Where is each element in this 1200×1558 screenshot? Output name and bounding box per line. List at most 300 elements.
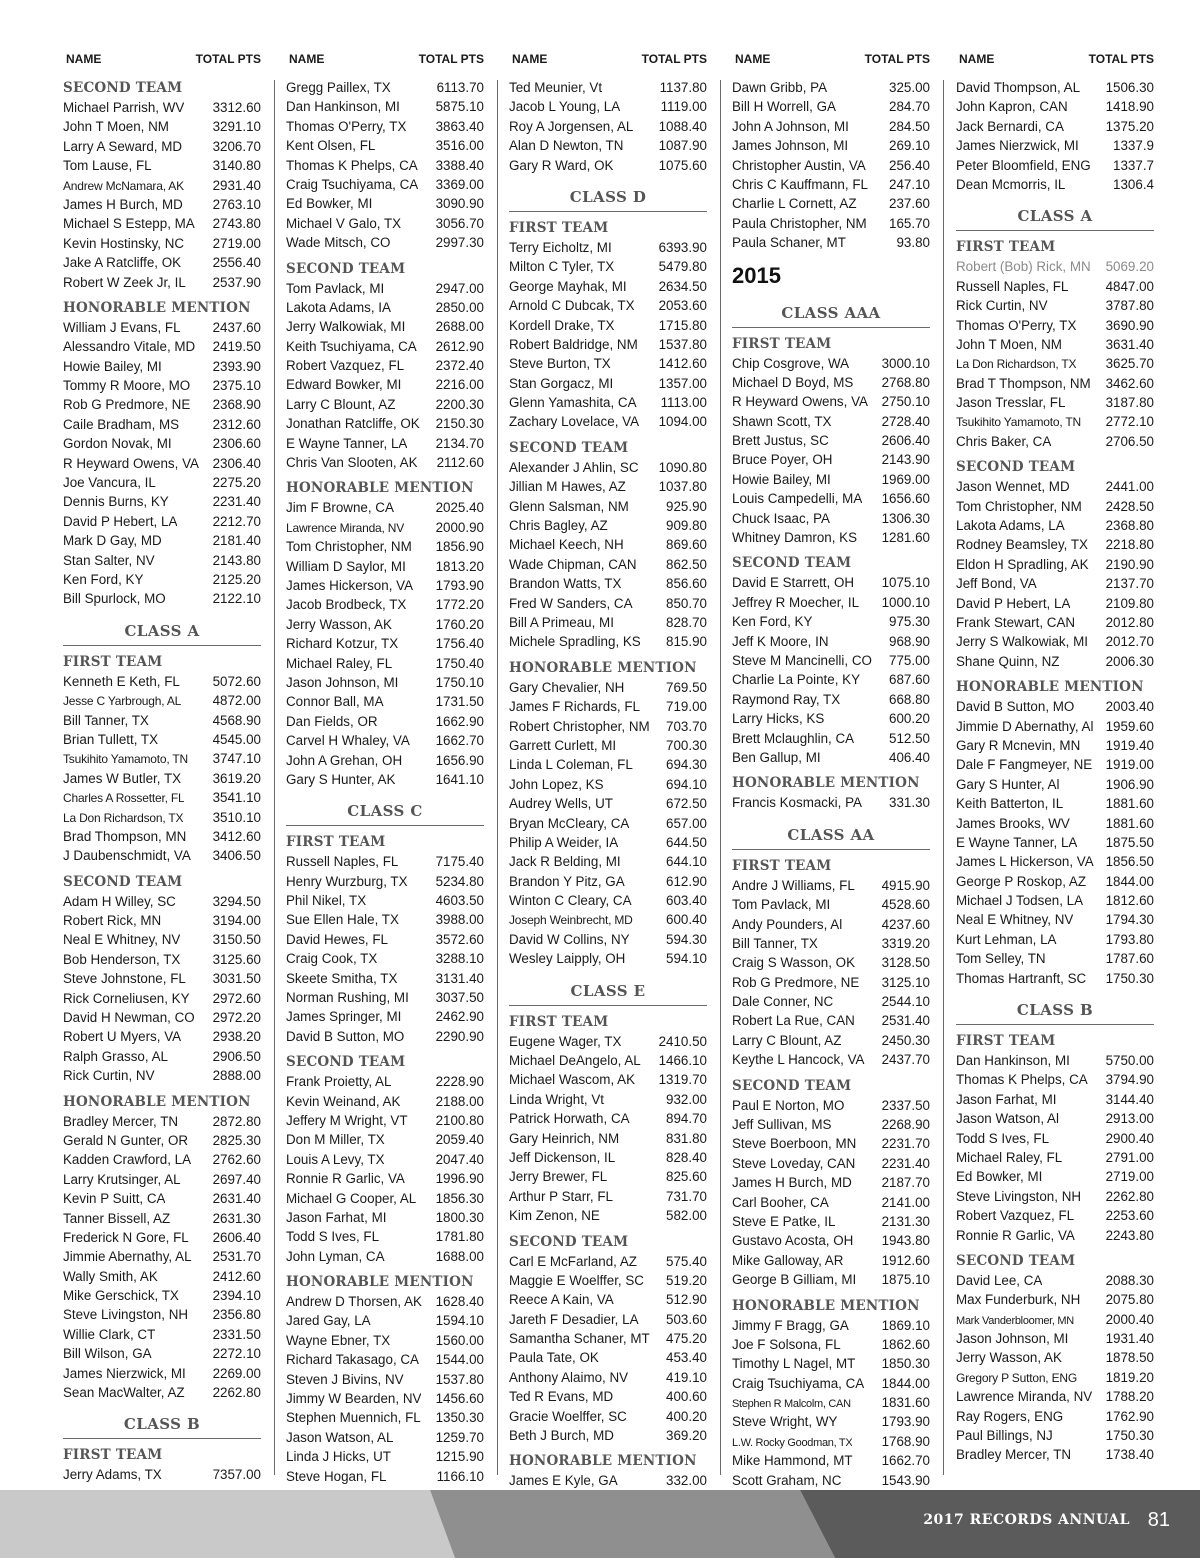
entry-row xyxy=(509,316,707,335)
competitor-name: Steve M Mancinelli, CO xyxy=(732,652,872,668)
entry-row xyxy=(63,214,261,233)
entry-row xyxy=(732,729,930,748)
total-points: 1813.20 xyxy=(435,558,484,574)
total-points: 1781.80 xyxy=(435,1229,484,1245)
entry-row xyxy=(956,277,1154,296)
ranking-list xyxy=(286,78,484,1486)
total-points: 3288.10 xyxy=(435,951,484,967)
competitor-name: Maggie E Woelffer, SC xyxy=(509,1272,644,1288)
competitor-name: Jerry S Walkowiak, MI xyxy=(956,634,1088,650)
total-points: 2290.90 xyxy=(435,1028,484,1044)
competitor-name: Russell Naples, FL xyxy=(286,854,399,870)
total-points: 1772.20 xyxy=(435,597,484,613)
name-header: NAME xyxy=(512,52,548,66)
competitor-name: Wade Mitsch, CO xyxy=(286,235,391,251)
competitor-name: Kent Olsen, FL xyxy=(286,138,376,154)
competitor-name: Gregg Paillex, TX xyxy=(286,80,391,95)
total-points: 1881.60 xyxy=(1105,796,1154,812)
entry-row xyxy=(286,1331,484,1350)
total-points: 1959.60 xyxy=(1105,718,1154,734)
entry-row xyxy=(63,769,261,788)
entry-row xyxy=(63,492,261,511)
entry-row xyxy=(63,730,261,749)
entry-row xyxy=(509,814,707,833)
competitor-name: George Mayhak, MI xyxy=(509,278,627,294)
competitor-name: Jimmie Abernathy, AL xyxy=(63,1249,192,1265)
competitor-name: Jim F Browne, CA xyxy=(286,500,394,516)
total-points: 2913.00 xyxy=(1105,1111,1154,1127)
column-divider xyxy=(720,80,721,1475)
total-points: 825.60 xyxy=(666,1169,707,1185)
entry-row xyxy=(509,1187,707,1206)
competitor-name: Louis A Levy, TX xyxy=(286,1151,385,1167)
entry-row xyxy=(956,891,1154,910)
competitor-name: Terry Eicholtz, MI xyxy=(509,239,612,255)
competitor-name: Audrey Wells, UT xyxy=(509,796,613,812)
entry-row xyxy=(509,1090,707,1109)
competitor-name: Carl E McFarland, AZ xyxy=(509,1253,637,1269)
total-points: 1350.30 xyxy=(435,1410,484,1426)
entry-row xyxy=(956,354,1154,373)
entry-row xyxy=(63,318,261,337)
entry-row xyxy=(509,1271,707,1290)
total-points: 2218.80 xyxy=(1105,537,1154,553)
entry-row xyxy=(956,257,1154,276)
entry-row xyxy=(732,748,930,767)
entry-row xyxy=(732,1096,930,1115)
entry-row xyxy=(286,1350,484,1369)
total-points: 1166.10 xyxy=(436,1468,484,1484)
competitor-name: Ronnie R Garlic, VA xyxy=(956,1227,1075,1243)
section-heading: SECOND TEAM xyxy=(509,439,629,456)
entry-row xyxy=(509,717,707,736)
competitor-name: La Don Richardson, TX xyxy=(956,357,1077,372)
competitor-name: Paula Schaner, MT xyxy=(732,235,846,251)
column-4 xyxy=(732,50,930,1490)
entry-row xyxy=(63,1383,261,1402)
entry-row xyxy=(509,458,707,477)
entry-row xyxy=(732,78,930,97)
entry-row xyxy=(286,595,484,614)
section-heading: FIRST TEAM xyxy=(956,1033,1056,1050)
competitor-name: Alan D Newton, TN xyxy=(509,138,624,154)
competitor-name: Jason Wennet, MD xyxy=(956,479,1070,495)
total-points: 1375.20 xyxy=(1105,118,1154,134)
entry-row xyxy=(956,613,1154,632)
total-points: 2141.00 xyxy=(881,1194,930,1210)
entry-row xyxy=(63,711,261,730)
total-points: 1756.40 xyxy=(435,636,484,652)
total-points: 2228.90 xyxy=(435,1074,484,1090)
total-points: 1357.00 xyxy=(658,375,707,391)
competitor-name: Jerry Brewer, FL xyxy=(509,1169,608,1185)
section-heading: HONORABLE MENTION xyxy=(509,659,697,676)
entry-row xyxy=(63,253,261,272)
ranking-list xyxy=(63,78,261,1485)
competitor-name: Anthony Alaimo, NV xyxy=(509,1369,629,1385)
total-points: 369.20 xyxy=(666,1428,707,1444)
competitor-name: Jesse C Yarbrough, AL xyxy=(63,694,182,709)
section-heading: FIRST TEAM xyxy=(63,653,163,670)
entry-row xyxy=(286,175,484,194)
entry-row xyxy=(956,1051,1154,1070)
competitor-name: Craig Tsuchiyama, CA xyxy=(732,1375,865,1391)
competitor-name: Jerry Wasson, AK xyxy=(956,1350,1062,1366)
total-points: 237.60 xyxy=(889,196,930,212)
entry-row xyxy=(509,516,707,535)
competitor-name: Jeffery M Wright, VT xyxy=(286,1112,408,1128)
total-points: 2743.80 xyxy=(212,216,261,232)
class-heading: CLASS D xyxy=(509,185,707,212)
entry-row xyxy=(732,1451,930,1470)
competitor-name: Mark Vanderbloomer, MN xyxy=(956,1314,1074,1327)
section-heading: FIRST TEAM xyxy=(63,1447,163,1464)
competitor-name: Linda L Coleman, FL xyxy=(509,757,633,773)
entry-row xyxy=(956,1206,1154,1225)
competitor-name: Kevin Hostinsky, NC xyxy=(63,235,185,251)
entry-row xyxy=(63,1267,261,1286)
total-points: 2606.40 xyxy=(881,433,930,449)
competitor-name: Steve Livingston, NH xyxy=(956,1188,1082,1204)
name-header: NAME xyxy=(959,52,995,66)
entry-row xyxy=(63,827,261,846)
entry-row xyxy=(509,1310,707,1329)
total-points: 1337.7 xyxy=(1113,157,1154,173)
competitor-name: Dale F Fangmeyer, NE xyxy=(956,757,1093,773)
competitor-name: Joe Vancura, IL xyxy=(63,475,156,491)
total-points: 2631.30 xyxy=(212,1210,261,1226)
competitor-name: Brian Tullett, TX xyxy=(63,731,159,747)
total-points: 4847.00 xyxy=(1105,278,1154,294)
competitor-name: Kevin P Suitt, CA xyxy=(63,1191,166,1207)
entry-row xyxy=(732,1173,930,1192)
entry-row xyxy=(63,808,261,827)
competitor-name: William D Saylor, MI xyxy=(286,558,406,574)
total-points: 2100.80 xyxy=(435,1112,484,1128)
competitor-name: Howie Bailey, MI xyxy=(63,358,162,374)
entry-row xyxy=(732,1193,930,1212)
competitor-name: Paul E Norton, MO xyxy=(732,1097,845,1113)
entry-row xyxy=(732,354,930,373)
total-points: 932.00 xyxy=(666,1091,707,1107)
competitor-name: Max Funderburk, NH xyxy=(956,1292,1081,1308)
section-heading: HONORABLE MENTION xyxy=(63,1093,251,1110)
total-points: 5069.20 xyxy=(1105,259,1154,275)
page-footer xyxy=(0,1490,1200,1558)
total-points: 7175.40 xyxy=(435,854,484,870)
entry-row xyxy=(63,570,261,589)
total-points: 1094.00 xyxy=(658,414,707,430)
entry-row xyxy=(286,453,484,472)
total-points: 400.20 xyxy=(666,1408,707,1424)
competitor-name: Robert Vazquez, FL xyxy=(286,358,405,374)
competitor-name: Gustavo Acosta, OH xyxy=(732,1233,854,1249)
total-points: 2394.10 xyxy=(212,1288,261,1304)
competitor-name: Thomas O'Perry, TX xyxy=(956,317,1077,333)
competitor-name: Ted R Evans, MD xyxy=(509,1389,614,1405)
total-points: 731.70 xyxy=(666,1188,707,1204)
competitor-name: Bill Tanner, TX xyxy=(63,712,149,728)
competitor-name: Timothy L Nagel, MT xyxy=(732,1356,856,1372)
total-points: 2531.40 xyxy=(881,1013,930,1029)
entry-row xyxy=(732,175,930,194)
entry-row xyxy=(732,373,930,392)
entry-row xyxy=(286,414,484,433)
total-points: 1662.70 xyxy=(881,1453,930,1469)
competitor-name: James H Burch, MD xyxy=(732,1175,852,1191)
competitor-name: John T Moen, NM xyxy=(63,119,169,135)
total-points: 1844.00 xyxy=(1105,873,1154,889)
competitor-name: Jimmy W Bearden, NV xyxy=(286,1391,422,1407)
total-points: 519.20 xyxy=(666,1272,707,1288)
competitor-name: Stephen Muennich, FL xyxy=(286,1410,421,1426)
entry-row xyxy=(286,969,484,988)
section-heading: FIRST TEAM xyxy=(286,834,386,851)
entry-row xyxy=(286,930,484,949)
total-points: 3128.50 xyxy=(881,955,930,971)
entry-row xyxy=(732,1393,930,1412)
competitor-name: John Lopez, KS xyxy=(509,776,604,792)
total-points: 869.60 xyxy=(666,537,707,553)
column-divider xyxy=(943,80,944,1475)
total-points: 1306.30 xyxy=(881,510,930,526)
entry-row xyxy=(956,1290,1154,1309)
entry-row xyxy=(956,717,1154,736)
class-heading: CLASS C xyxy=(286,799,484,826)
total-points: 909.80 xyxy=(666,518,707,534)
class-heading: CLASS E xyxy=(509,979,707,1006)
entry-row xyxy=(286,692,484,711)
competitor-name: Samantha Schaner, MT xyxy=(509,1331,650,1347)
competitor-name: Philip A Weider, IA xyxy=(509,834,619,850)
total-points: 4545.00 xyxy=(212,731,261,747)
entry-row xyxy=(286,1311,484,1330)
competitor-name: Jerry Adams, TX xyxy=(63,1467,162,1483)
year-heading: 2015 xyxy=(732,262,781,288)
total-points: 968.90 xyxy=(889,633,930,649)
competitor-name: Kevin Weinand, AK xyxy=(286,1093,401,1109)
entry-row xyxy=(63,434,261,453)
total-points: 2312.60 xyxy=(212,416,261,432)
competitor-name: Chris C Kauffmann, FL xyxy=(732,176,868,192)
entry-row xyxy=(509,1109,707,1128)
competitor-name: Jason Tresslar, FL xyxy=(956,395,1066,411)
entry-row xyxy=(732,651,930,670)
total-points: 2000.40 xyxy=(1105,1311,1154,1327)
total-points: 2187.70 xyxy=(881,1175,930,1191)
competitor-name: Eugene Wager, TX xyxy=(509,1033,622,1049)
total-points: 3125.10 xyxy=(881,974,930,990)
total-points: 5750.00 xyxy=(1105,1053,1154,1069)
total-points: 3690.90 xyxy=(1105,317,1154,333)
competitor-name: Edward Bowker, MI xyxy=(286,377,402,393)
entry-row xyxy=(286,751,484,770)
competitor-name: Jimmy F Bragg, GA xyxy=(732,1317,849,1333)
total-points: 1466.10 xyxy=(658,1053,707,1069)
competitor-name: Robert Baldridge, NM xyxy=(509,336,638,352)
competitor-name: Willie Clark, CT xyxy=(63,1326,156,1342)
entry-row xyxy=(732,709,930,728)
competitor-name: James F Richards, FL xyxy=(509,699,640,715)
total-points: 1819.20 xyxy=(1105,1369,1154,1385)
total-points: 644.50 xyxy=(666,834,707,850)
competitor-name: Bill Wilson, GA xyxy=(63,1346,152,1362)
competitor-name: Stan Gorgacz, MI xyxy=(509,375,614,391)
competitor-name: Charles A Rossetter, FL xyxy=(63,791,185,806)
entry-row xyxy=(509,535,707,554)
total-points: 2428.50 xyxy=(1105,498,1154,514)
total-points: 2947.00 xyxy=(435,280,484,296)
total-points: 3319.20 xyxy=(881,935,930,951)
total-points: 1793.80 xyxy=(1105,931,1154,947)
total-points: 815.90 xyxy=(666,634,707,650)
entry-row xyxy=(509,1290,707,1309)
entry-row xyxy=(63,98,261,117)
competitor-name: James Springer, MI xyxy=(286,1009,402,1025)
entry-row xyxy=(732,793,930,812)
total-points: 694.30 xyxy=(666,757,707,773)
entry-row xyxy=(732,915,930,934)
competitor-name: Andrew D Thorsen, AK xyxy=(286,1294,422,1310)
total-points: 1844.00 xyxy=(881,1375,930,1391)
entry-row xyxy=(509,136,707,155)
entry-row xyxy=(63,1008,261,1027)
total-points: 3412.60 xyxy=(212,828,261,844)
competitor-name: Larry Hicks, KS xyxy=(732,711,825,727)
total-points: 2462.90 xyxy=(435,1009,484,1025)
total-points: 2212.70 xyxy=(212,513,261,529)
entry-row xyxy=(63,357,261,376)
total-points: 1856.30 xyxy=(435,1190,484,1206)
total-points: 2275.20 xyxy=(212,475,261,491)
competitor-name: Lakota Adams, IA xyxy=(286,299,391,315)
entry-row xyxy=(286,872,484,891)
competitor-name: Brad T Thompson, NM xyxy=(956,375,1091,391)
total-points: 2441.00 xyxy=(1105,479,1154,495)
entry-row xyxy=(956,296,1154,315)
competitor-name: Bill H Worrell, GA xyxy=(732,99,836,115)
competitor-name: David P Hebert, LA xyxy=(956,595,1071,611)
competitor-name: Rodney Beamsley, TX xyxy=(956,537,1088,553)
total-points: 1787.60 xyxy=(1105,951,1154,967)
entry-row xyxy=(286,1169,484,1188)
total-points: 828.70 xyxy=(666,614,707,630)
column-header xyxy=(956,50,1154,68)
entry-row xyxy=(509,574,707,593)
competitor-name: Carvel H Whaley, VA xyxy=(286,733,410,749)
competitor-name: Linda Wright, Vt xyxy=(509,1091,605,1107)
total-points: 1319.70 xyxy=(658,1072,707,1088)
competitor-name: Lawrence Miranda, NV xyxy=(956,1389,1093,1405)
total-points: 1215.90 xyxy=(435,1449,484,1465)
competitor-name: Gary Heinrich, NM xyxy=(509,1130,620,1146)
entry-row xyxy=(956,136,1154,155)
entry-row xyxy=(509,852,707,871)
competitor-name: Howie Bailey, MI xyxy=(732,471,831,487)
total-points: 2419.50 xyxy=(212,339,261,355)
competitor-name: Todd S Ives, FL xyxy=(286,1229,380,1245)
competitor-name: Stephen R Malcolm, CAN xyxy=(732,1398,851,1411)
competitor-name: Chip Cosgrove, WA xyxy=(732,355,850,371)
competitor-name: Rob G Predmore, NE xyxy=(63,397,191,413)
entry-row xyxy=(286,654,484,673)
competitor-name: Jack Bernardi, CA xyxy=(956,118,1064,134)
points-header: TOTAL PTS xyxy=(864,52,930,66)
competitor-name: Chris Van Slooten, AK xyxy=(286,455,418,471)
total-points: 2253.60 xyxy=(1105,1208,1154,1224)
total-points: 1919.40 xyxy=(1105,737,1154,753)
total-points: 2262.80 xyxy=(212,1385,261,1401)
total-points: 2006.30 xyxy=(1105,653,1154,669)
total-points: 2706.50 xyxy=(1105,433,1154,449)
total-points: 3131.40 xyxy=(435,970,484,986)
total-points: 1793.90 xyxy=(881,1414,930,1430)
entry-row xyxy=(63,788,261,807)
total-points: 419.10 xyxy=(666,1369,707,1385)
total-points: 1418.90 xyxy=(1105,99,1154,115)
entry-row xyxy=(732,934,930,953)
total-points: 93.80 xyxy=(896,235,930,251)
entry-row xyxy=(732,1251,930,1270)
entry-row xyxy=(286,731,484,750)
entry-row xyxy=(732,1270,930,1289)
competitor-name: Thomas O'Perry, TX xyxy=(286,118,407,134)
entry-row xyxy=(63,1247,261,1266)
entry-row xyxy=(63,930,261,949)
entry-row xyxy=(63,1344,261,1363)
total-points: 3572.60 xyxy=(435,931,484,947)
entry-row xyxy=(956,412,1154,431)
entry-row xyxy=(509,1148,707,1167)
competitor-name: David B Sutton, MO xyxy=(286,1028,405,1044)
entry-row xyxy=(63,1364,261,1383)
competitor-name: Glenn Yamashita, CA xyxy=(509,395,637,411)
entry-row xyxy=(63,1325,261,1344)
competitor-name: Sean MacWalter, AZ xyxy=(63,1385,185,1401)
competitor-name: David Thompson, AL xyxy=(956,80,1081,95)
total-points: 4237.60 xyxy=(881,916,930,932)
total-points: 1715.80 xyxy=(658,317,707,333)
total-points: 2231.40 xyxy=(212,494,261,510)
entry-row xyxy=(509,1032,707,1051)
total-points: 2109.80 xyxy=(1105,595,1154,611)
total-points: 719.00 xyxy=(666,699,707,715)
competitor-name: Winton C Cleary, CA xyxy=(509,893,632,909)
competitor-name: J Daubenschmidt, VA xyxy=(63,848,191,864)
entry-row xyxy=(286,298,484,317)
entry-row xyxy=(509,613,707,632)
competitor-name: Jillian M Hawes, AZ xyxy=(509,479,626,495)
competitor-name: Michael J Todsen, LA xyxy=(956,893,1084,909)
total-points: 3037.50 xyxy=(435,990,484,1006)
competitor-name: Jerry Walkowiak, MI xyxy=(286,319,406,335)
total-points: 2719.00 xyxy=(212,235,261,251)
total-points: 3294.50 xyxy=(212,893,261,909)
entry-row xyxy=(956,432,1154,451)
competitor-name: David B Sutton, MO xyxy=(956,699,1075,715)
total-points: 3510.10 xyxy=(212,809,261,825)
competitor-name: Bradley Mercer, TN xyxy=(956,1447,1072,1463)
total-points: 1931.40 xyxy=(1105,1331,1154,1347)
competitor-name: Jason Watson, AL xyxy=(286,1429,394,1445)
competitor-name: Gracie Woelffer, SC xyxy=(509,1408,627,1424)
name-header: NAME xyxy=(66,52,102,66)
total-points: 2537.90 xyxy=(212,274,261,290)
column-header xyxy=(732,50,930,68)
total-points: 2306.40 xyxy=(212,455,261,471)
entry-row xyxy=(509,1426,707,1445)
total-points: 2356.80 xyxy=(212,1307,261,1323)
